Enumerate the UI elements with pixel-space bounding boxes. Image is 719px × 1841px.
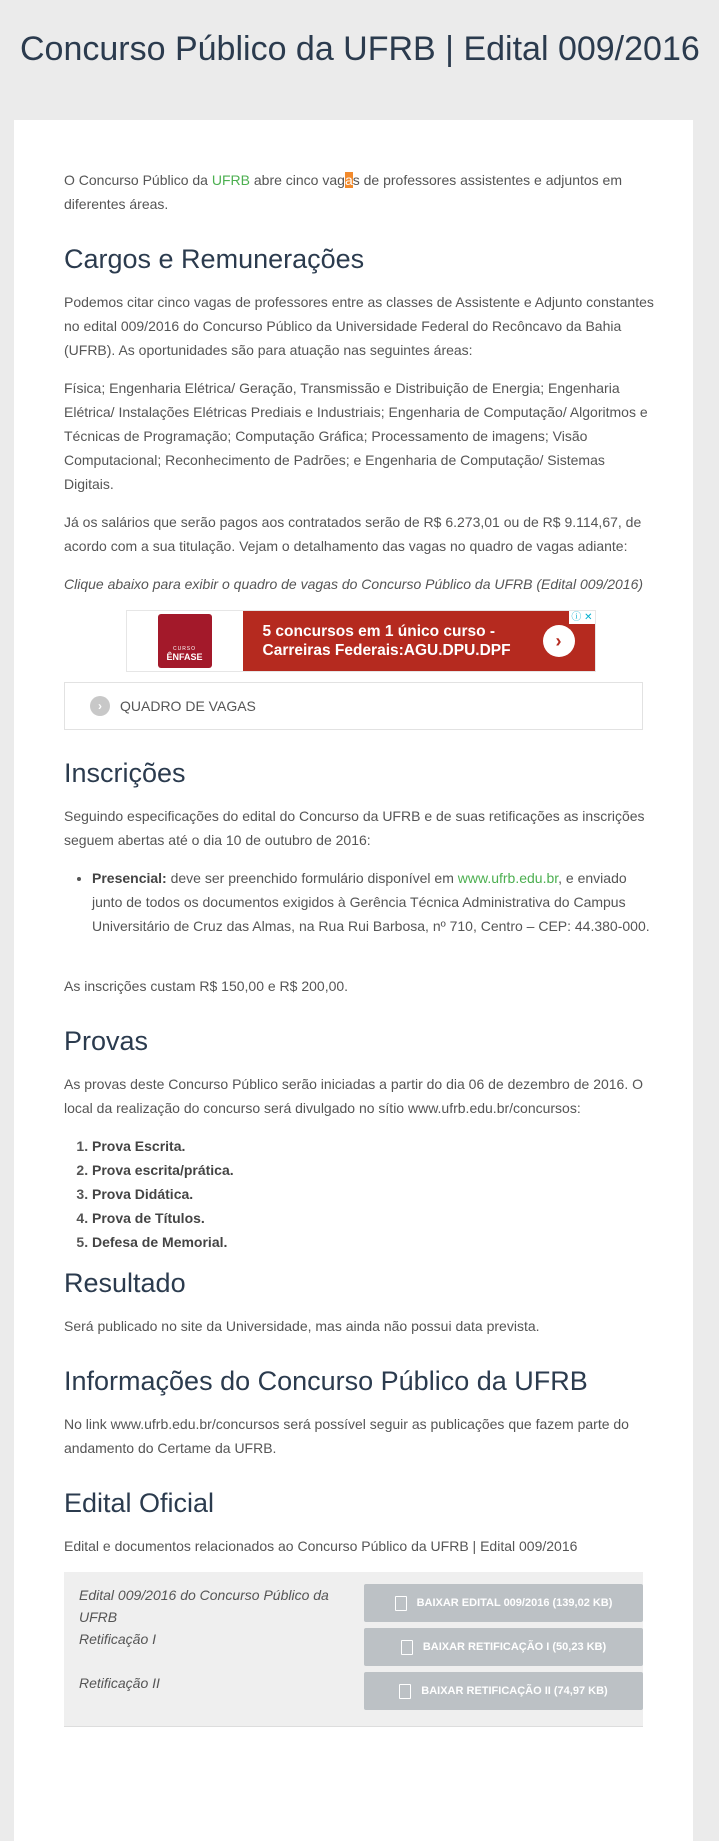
list-item xyxy=(92,1158,657,1182)
ad-line-2: Carreiras Federais:AGU.DPU.DPF xyxy=(262,642,511,659)
cargos-paragraph-3: Já os salários que serão pagos aos contratados serão de R$ 6.273,01 ou de R$ 9.114,67, de acordo com a sua titulação. Vejam o detalhamento das vagas no quadro de vagas adiante: xyxy=(64,514,642,554)
download-retificacao-2-button[interactable] xyxy=(364,1672,643,1710)
item-text-1: deve ser preenchido formulário disponível em xyxy=(166,870,458,886)
article-content xyxy=(64,168,657,1727)
cargos-paragraph-2: Física; Engenharia Elétrica/ Geração, Transmissão e Distribuição de Energia; Engenharia Elétrica/ Instalações Elétricas Prediais e Industriais; Engenharia de Computação/ Algoritmos e Técnicas de Programação; Computação Gráfica; Processamento de imagens; Visão Computacional; Reconhecimento de Padrões; e Engenharia de Computação/ Sistemas Digitais. xyxy=(64,380,648,492)
document-icon xyxy=(399,1684,411,1699)
list-item xyxy=(92,1230,657,1254)
ad-line-1: 5 concursos em 1 único curso - xyxy=(262,623,496,640)
prova-item: Prova Didática. xyxy=(92,1186,194,1202)
accordion-label: QUADRO DE VAGAS xyxy=(120,698,256,714)
download-button-label: BAIXAR RETIFICAÇÃO I (50,23 KB) xyxy=(422,1641,607,1653)
download-label: Edital 009/2016 do Concurso Público da UFRB xyxy=(79,1587,329,1625)
informacoes-heading: Informações do Concurso Público da UFRB xyxy=(64,1366,588,1396)
chevron-right-icon: › xyxy=(90,696,110,716)
intro-text-2: abre cinco vag xyxy=(249,172,345,188)
ad-logo-small: CURSO xyxy=(172,646,197,652)
inscricoes-heading: Inscrições xyxy=(64,758,186,788)
cargos-paragraph-1: Podemos citar cinco vagas de professores entre as classes de Assistente e Adjunto constantes no edital 009/2016 do Concurso Público da Universidade Federal do Recôncavo da Bahia (UFRB). As oportunidades são para atuação nas seguintes áreas: xyxy=(64,294,654,358)
item-label: Presencial: xyxy=(92,870,167,886)
article-card xyxy=(14,120,693,1841)
provas-list xyxy=(64,1134,657,1254)
inscricoes-list xyxy=(64,866,657,938)
download-button-label: BAIXAR EDITAL 009/2016 (139,02 KB) xyxy=(416,1597,613,1609)
downloads-labels xyxy=(64,1584,364,1716)
ad-logo-area xyxy=(127,611,243,671)
provas-paragraph: As provas deste Concurso Público serão iniciadas a partir do dia 06 de dezembro de 2016. O local da realização do concurso será divulgado no sítio www.ufrb.edu.br/concursos: xyxy=(64,1076,644,1116)
document-icon xyxy=(395,1596,407,1611)
intro-paragraph xyxy=(64,168,657,216)
download-button-label: BAIXAR RETIFICAÇÃO II (74,97 KB) xyxy=(421,1685,608,1697)
prova-item: Prova de Títulos. xyxy=(92,1210,205,1226)
info-icon[interactable]: ⓘ xyxy=(571,612,582,623)
close-icon[interactable]: ✕ xyxy=(584,612,593,623)
ad-text[interactable] xyxy=(243,622,543,660)
downloads-table xyxy=(64,1572,643,1727)
list-item xyxy=(92,866,657,938)
prova-item: Defesa de Memorial. xyxy=(92,1234,228,1250)
ufrb-site-link[interactable]: www.ufrb.edu.br xyxy=(457,870,559,886)
list-item xyxy=(92,1206,657,1230)
download-label: Retificação II xyxy=(79,1675,160,1691)
ufrb-link[interactable]: UFRB xyxy=(211,172,250,188)
list-item xyxy=(92,1182,657,1206)
download-edital-button[interactable] xyxy=(364,1584,643,1622)
downloads-buttons xyxy=(364,1584,643,1716)
download-label: Retificação I xyxy=(79,1631,157,1647)
ad-logo-big: ÊNFASE xyxy=(166,652,203,662)
ad-banner[interactable] xyxy=(126,610,596,672)
prova-item: Prova escrita/prática. xyxy=(92,1162,234,1178)
cargos-heading: Cargos e Remunerações xyxy=(64,244,365,274)
provas-heading: Provas xyxy=(64,1026,149,1056)
list-item xyxy=(92,1134,657,1158)
page-header xyxy=(0,0,719,120)
document-icon xyxy=(401,1640,413,1655)
cargos-paragraph-4 xyxy=(64,572,657,596)
ad-choices[interactable] xyxy=(569,611,594,624)
quadro-de-vagas-toggle[interactable] xyxy=(64,682,643,730)
intro-text-1: O Concurso Público da xyxy=(64,172,212,188)
inscricoes-paragraph: Seguindo especificações do edital do Concurso da UFRB e de suas retificações as inscrições seguem abertas até o dia 10 de outubro de 2016: xyxy=(64,808,645,848)
text-highlight: a xyxy=(344,172,353,188)
intro-text-3: s de professores assistentes e adjuntos em diferentes áreas. xyxy=(64,172,622,212)
edital-paragraph: Edital e documentos relacionados ao Concurso Público da UFRB | Edital 009/2016 xyxy=(64,1538,578,1554)
ad-arrow-icon[interactable]: › xyxy=(543,625,575,657)
informacoes-paragraph: No link www.ufrb.edu.br/concursos será possível seguir as publicações que fazem parte do andamento do Certame da UFRB. xyxy=(64,1416,629,1456)
enfase-logo xyxy=(158,614,212,668)
cargos-instruction: Clique abaixo para exibir o quadro de vagas do Concurso Público da UFRB (Edital 009/2016) xyxy=(64,576,644,592)
edital-heading: Edital Oficial xyxy=(64,1488,215,1518)
page-title: Concurso Público da UFRB | Edital 009/2016 xyxy=(20,30,700,68)
download-retificacao-1-button[interactable] xyxy=(364,1628,643,1666)
inscricoes-cost: As inscrições custam R$ 150,00 e R$ 200,00. xyxy=(64,978,349,994)
resultado-heading: Resultado xyxy=(64,1268,186,1298)
item-text-2: , e enviado junto de todos os documentos exigidos à Gerência Técnica Administrativa do Campus Universitário de Cruz das Almas, na Rua Rui Barbosa, nº 710, Centro – CEP: 44.380-000. xyxy=(92,870,650,934)
prova-item: Prova Escrita. xyxy=(92,1138,186,1154)
resultado-paragraph: Será publicado no site da Universidade, mas ainda não possui data prevista. xyxy=(64,1318,540,1334)
